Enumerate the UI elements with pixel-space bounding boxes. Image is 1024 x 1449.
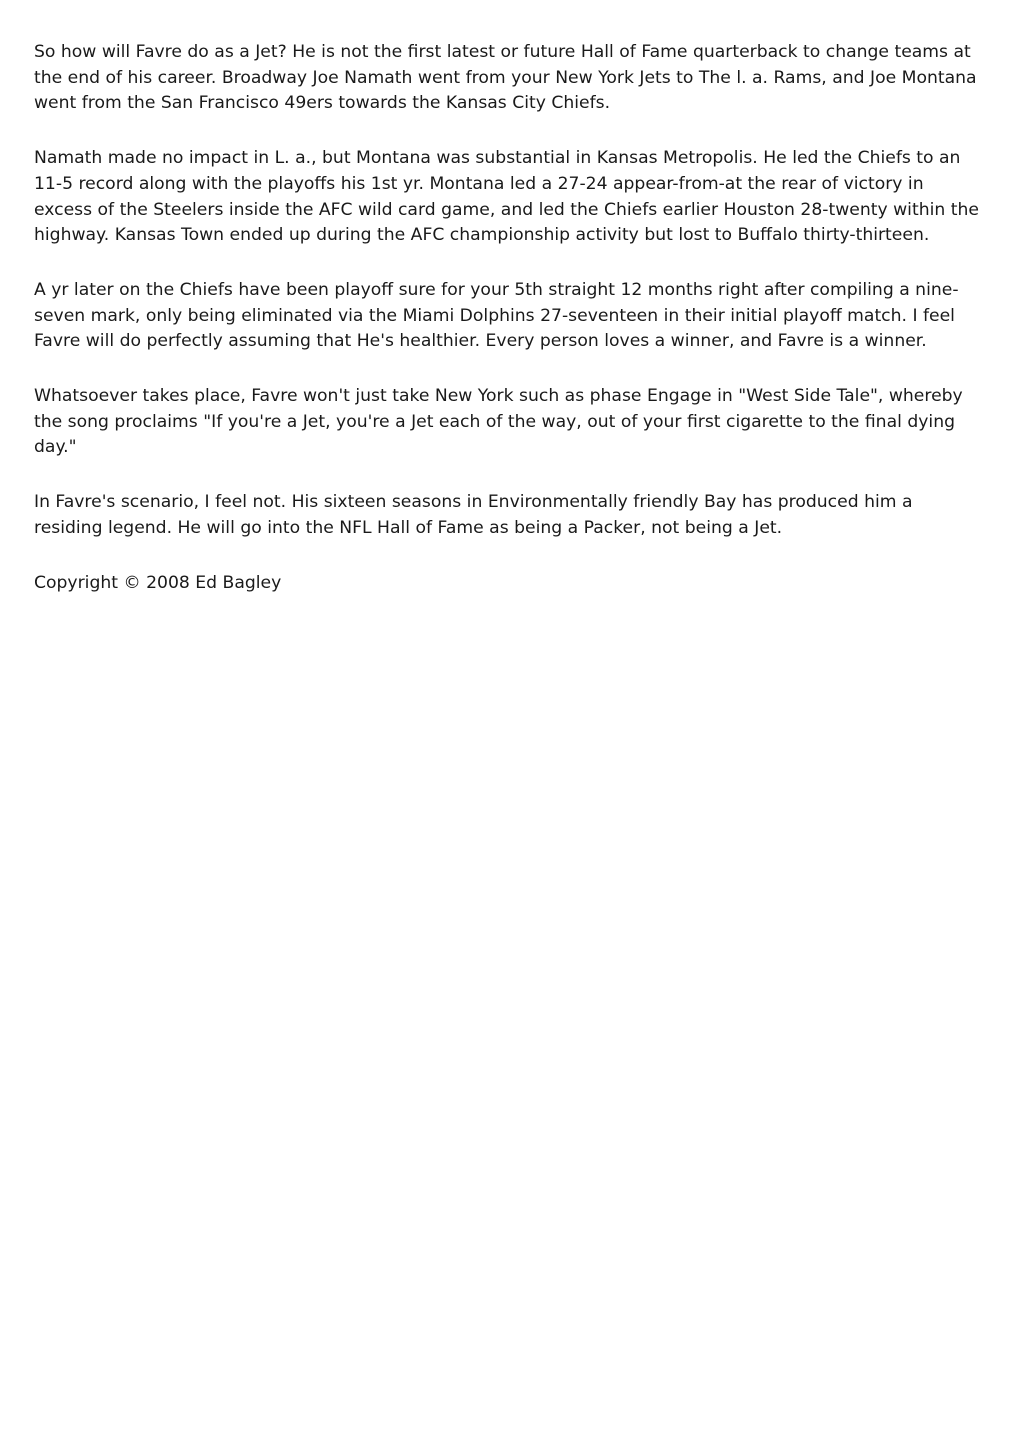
paragraph-chiefs-following-year: A yr later on the Chiefs have been playoff sure for your 5th straight 12 months right after compiling a nine-seven mark, only being eliminated via the Miami Dolphins 27-seventeen in their initial playoff match. I feel Favre will do perfectly assuming that He's healthier. Every person loves a winner, and Favre is a winner.: [34, 279, 959, 352]
document-body: [34, 40, 984, 596]
paragraph-montana-chiefs: Namath made no impact in L. a., but Montana was substantial in Kansas Metropolis. He led the Chiefs to an 11-5 record along with the playoffs his 1st yr. Montana led a 27-24 appear-from-at the rear of victory in excess of the Steelers inside the AFC wild card game, and led the Chiefs earlier Houston 28-twenty within the highway. Kansas Town ended up during the AFC championship activity but lost to Buffalo thirty-thirteen.: [34, 148, 979, 246]
paragraph-west-side-story: Whatsoever takes place, Favre won't just take New York such as phase Engage in "West Side Tale", whereby the song proclaims "If you're a Jet, you're a Jet each of the way, out of your first cigarette to the final dying day.": [34, 386, 963, 458]
copyright-notice: Copyright © 2008 Ed Bagley: [34, 572, 282, 593]
paragraph-packer-legend: In Favre's scenario, I feel not. His sixteen seasons in Environmentally friendly Bay has produced him a residing legend. He will go into the NFL Hall of Fame as being a Packer, not being a Jet.: [34, 492, 913, 538]
paragraph-favre-jet-intro: So how will Favre do as a Jet? He is not the first latest or future Hall of Fame quarterback to change teams at the end of his career. Broadway Joe Namath went from your New York Jets to The l. a. Rams, and Joe Montana went from the San Francisco 49ers towards the Kansas City Chiefs.: [34, 42, 977, 114]
